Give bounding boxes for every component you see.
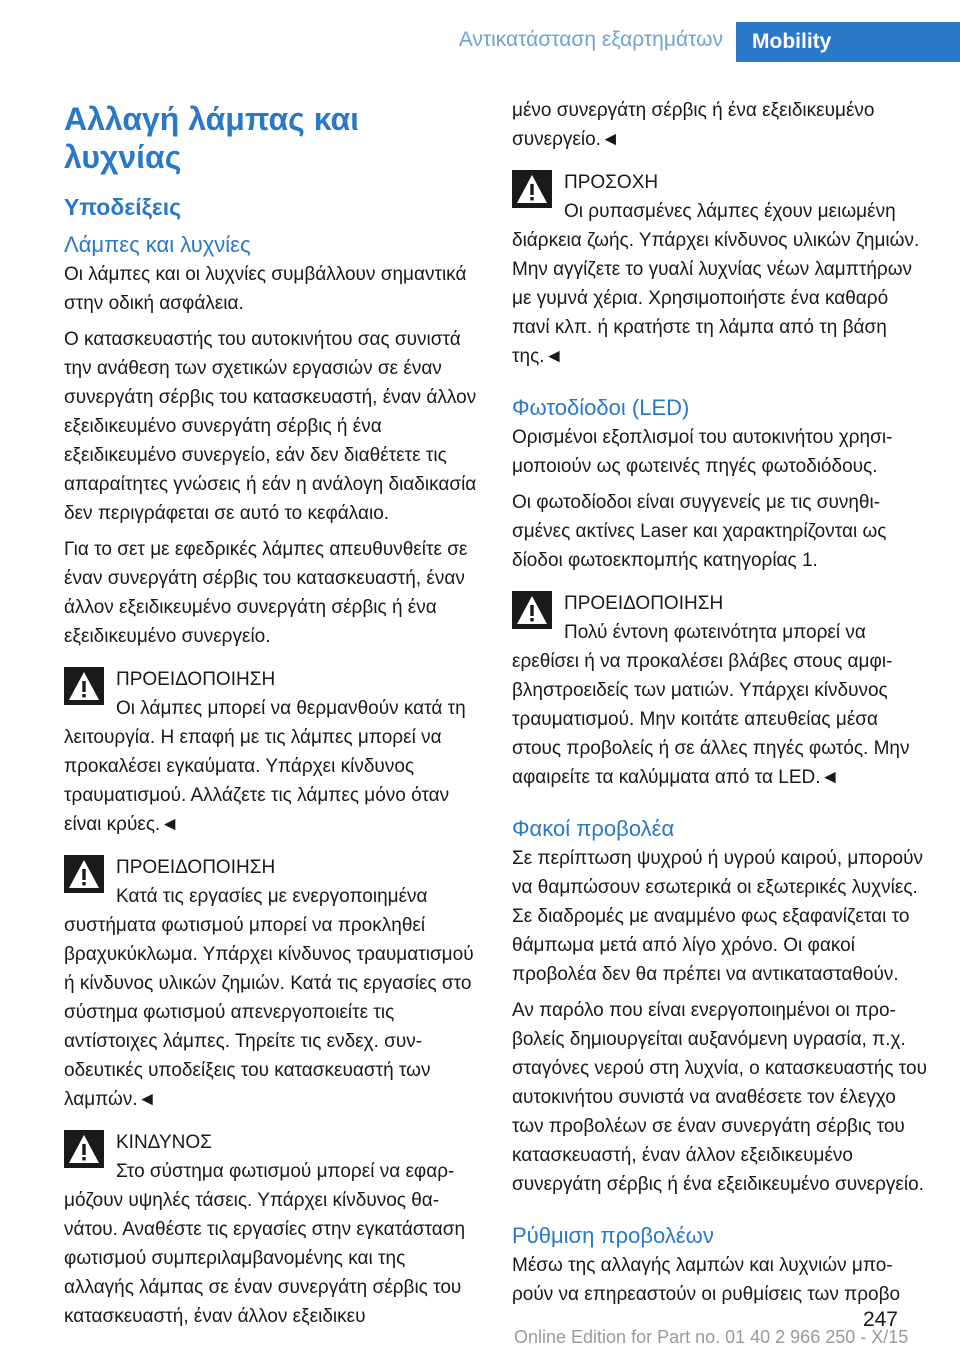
paragraph: Σε περίπτωση ψυχρού ή υγρού καιρού, μπορούν να θαμπώσουν εσωτερικά οι εξωτερικές λυχνίες. Σε διαδρομές με αναμμένο φως εξαφανίζεται το θάμπωμα μετά από λίγο χρόνο. Οι φακοί προβολέα δεν θα πρέπει να αντικατασταθούν. [512,848,924,985]
heading-headlight-lenses: Φακοί προβολέα [512,816,675,841]
page-title: Αλλαγή λάμπας και λυχνίας [64,101,360,175]
edition-footer: Online Edition for Part no. 01 40 2 966 250 - X/15 [514,1327,909,1347]
warning-triangle-icon [64,1130,104,1168]
paragraph: Ορισμένοι εξοπλισμοί του αυτοκινήτου χρησιμοποιούν ως φωτεινές πηγές φωτοδιόδους. [512,427,893,477]
section-title: Αντικατάσταση εξαρτημάτων [458,28,723,51]
warning-title: ΠΡΟΕΙΔΟΠΟΙΗΣΗ [116,669,276,690]
danger-block [64,1128,479,1331]
paragraph: Οι φωτοδίοδοι είναι συγγενείς με τις συνηθισμένες ακτίνες Laser και χαρακτηρίζονται ως δίοδοι φωτοεκπομπής κατηγορίας 1. [512,492,887,571]
subtitle-hints: Υποδείξεις [64,194,182,220]
heading-lamps: Λάμπες και λυχνίες [64,232,251,257]
right-column [512,96,927,1316]
heading-led: Φωτοδίοδοι (LED) [512,395,690,420]
mobility-tab: Mobility [736,22,960,62]
paragraph: Μέσω της αλλαγής λαμπών και λυχνιών μπορούν να επηρεαστούν οι ρυθμίσεις των προβο [512,1255,901,1305]
paragraph: Για το σετ με εφεδρικές λάμπες απευθυνθείτε σε έναν συνεργάτη σέρβις του κατασκευαστή, έναν άλλον εξειδικευμένο συνεργάτη σέρβις ή ένα εξειδικευμένο συνεργείο. [64,539,468,647]
page-header [0,0,960,64]
paragraph: Οι λάμπες και οι λυχνίες συμβάλλουν σημαντικά στην οδική ασφάλεια. [64,264,467,314]
page-number: 247 [862,1308,898,1331]
warning-block [64,853,479,1114]
warning-text: Οι λάμπες μπορεί να θερμανθούν κατά τη λειτουργία. Η επαφή με τις λάμπες μπορεί να προκαλέσει εγκαύματα. Υπάρχει κίνδυνος τραυματισμού. Αλλάζετε τις λάμπες μόνο όταν είναι κρύες.◄ [64,698,466,835]
warning-title: ΠΡΟΕΙΔΟΠΟΙΗΣΗ [564,593,724,614]
warning-block [64,665,479,839]
warning-triangle-icon [64,667,104,705]
paragraph: μένο συνεργάτη σέρβις ή ένα εξειδικευμένο συνεργείο.◄ [512,100,875,150]
warning-text: Πολύ έντονη φωτεινότητα μπορεί να ερεθίσει ή να προκαλέσει βλάβες στους αμφιβληστροειδείς των ματιών. Υπάρχει κίνδυνος τραυματισμού. Μην κοιτάτε απευθείας μέσα στους προβολείς ή σε άλλες πηγές φωτός. Μην αφαιρείτε τα καλύμματα από τα LED.◄ [512,622,910,788]
warning-triangle-icon [512,170,552,208]
warning-block [512,589,927,792]
warning-title: ΠΡΟΕΙΔΟΠΟΙΗΣΗ [116,857,276,878]
warning-triangle-icon [64,855,104,893]
caution-text: Οι ρυπασμένες λάμπες έχουν μειωμένη διάρκεια ζωής. Υπάρχει κίνδυνος υλικών ζημιών. Μην αγγίζετε το γυαλί λυχνίας νέων λαμπτήρων με γυμνά χέρια. Χρησιμοποιήστε ένα καθαρό πανί κλπ. ή κρατήστε τη λάμπα από τη βάση της.◄ [512,201,920,367]
caution-title: ΠΡΟΣΟΧΗ [564,172,659,193]
heading-headlight-adjustment: Ρύθμιση προβολέων [512,1223,714,1248]
left-column [64,100,479,1341]
paragraph: Αν παρόλο που είναι ενεργοποιημένοι οι προβολείς δημιουργείται αυξανόμενη υγρασία, π.χ. σταγόνες νερού στη λυχνία, ο κατασκευαστής του αυτοκινήτου συνιστά να αναθέσετε τον έλεγχο των προβολέων σε έναν συνεργάτη σέρβις του κατασκευαστή, έναν άλλον εξειδικευμένο συνεργάτη σέρβις ή ένα εξειδικευμένο συνεργείο. [512,1000,928,1195]
danger-title: ΚΙΝΔΥΝΟΣ [116,1132,212,1153]
warning-text: Κατά τις εργασίες με ενεργοποιημένα συστήματα φωτισμού μπορεί να προκληθεί βραχυκύκλωμα. Υπάρχει κίνδυνος τραυματισμού ή κίνδυνος υλικών ζημιών. Κατά τις εργασίες στο σύστημα φωτισμού απενεργοποιείτε τις αντίστοιχες λάμπες. Τηρείτε τις ενδεχ. συνοδευτικές υποδείξεις του κατασκευαστή των λαμπών.◄ [64,886,474,1110]
danger-text: Στο σύστημα φωτισμού μπορεί να εφαρμόζουν υψηλές τάσεις. Υπάρχει κίνδυνος θανάτου. Αναθέστε τις εργασίες στην εγκατάσταση φωτισμού συμπεριλαμβανομένης και της αλλαγής λάμπας σε έναν συνεργάτη σέρβις του κατασκευαστή, έναν άλλον εξειδικευ [64,1161,466,1327]
paragraph: Ο κατασκευαστής του αυτοκινήτου σας συνιστά την ανάθεση των σχετικών εργασιών σε έναν συνεργάτη σέρβις του κατασκευαστή, έναν άλλον εξειδικευμένο συνεργάτη σέρβις ή ένα εξειδικευμένο συνεργείο, εάν δεν διαθέτετε τις απαραίτητες γνώσεις ή εάν η ανάλογη διαδικασία δεν περιγράφεται σε αυτό το κεφάλαιο. [64,329,477,524]
caution-block [512,168,927,371]
warning-triangle-icon [512,591,552,629]
